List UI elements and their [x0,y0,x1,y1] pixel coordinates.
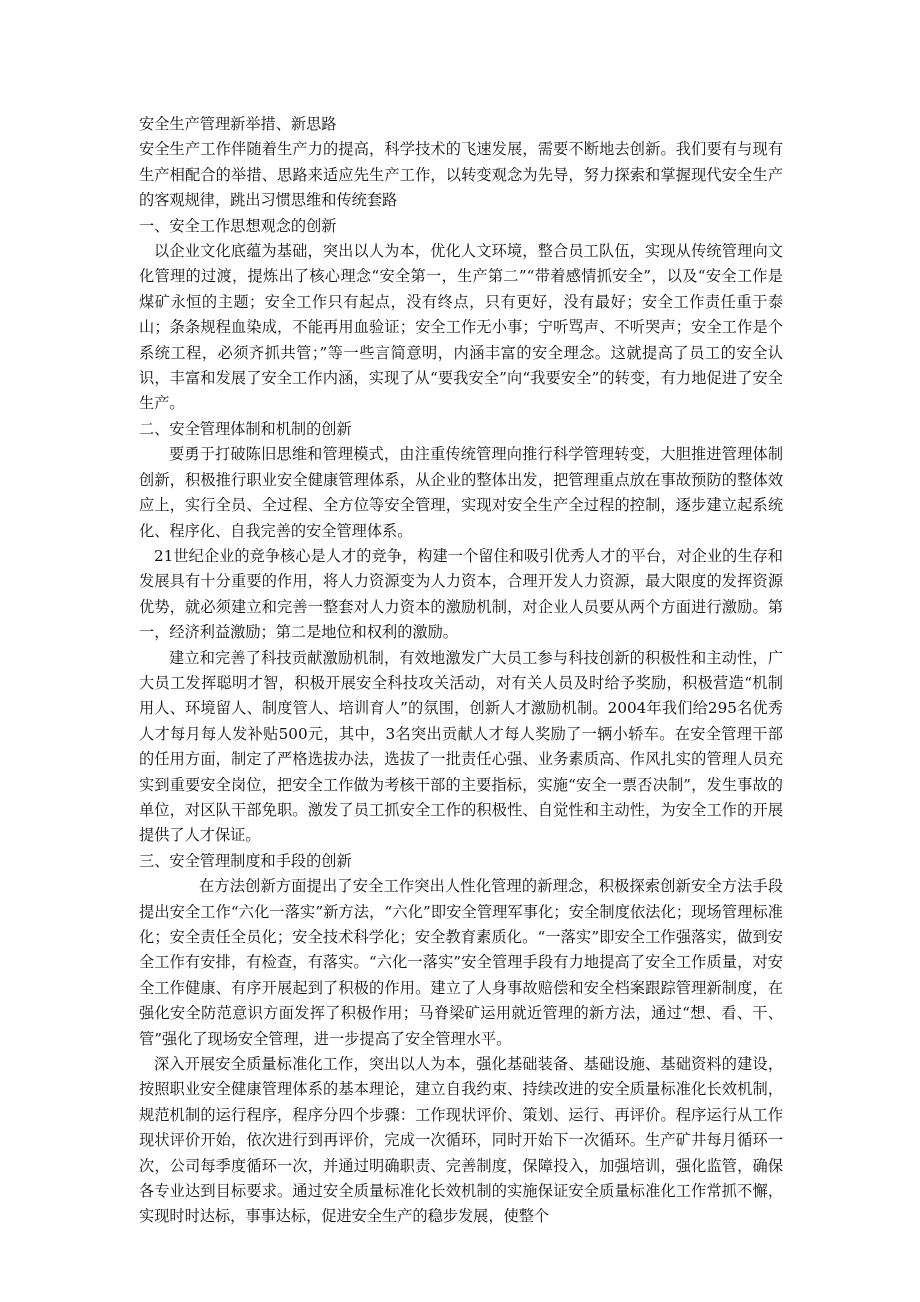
document-title: 安全生产管理新举措、新思路 [139,115,337,133]
intro-paragraph: 安全生产工作伴随着生产力的提高，科学技术的飞速发展，需要不断地去创新。我们要有与现有生产相配合的举措、思路来适应先生产工作，以转变观念为先导，努力探索和掌握现代安全生产的客观规律，跳出习惯思维和传统套路 [139,140,783,210]
section-1-heading: 一、安全工作思想观念的创新 [139,216,337,235]
document-body [139,112,783,1230]
section-2-heading: 二、安全管理体制和机制的创新 [139,419,352,438]
section-1-paragraph-1: 以企业文化底蕴为基础，突出以人为本，优化人文环境，整合员工队伍，实现从传统管理向文化管理的过渡，提炼出了核心理念“安全第一，生产第二”“带着感情抓安全”，以及“安全工作是煤矿永恒的主题；安全工作只有起点，没有终点，只有更好，没有最好；安全工作责任重于泰山；条条规程血染成，不能再用血验证；安全工作无小事；宁听骂声、不听哭声；安全工作是个系统工程，必须齐抓共管；”等一些言简意明，内涵丰富的安全理念。这就提高了员工的安全认识，丰富和发展了安全工作内涵，实现了从“要我安全”向“我要安全”的转变，有力地促进了安全生产。 [139,242,783,413]
section-2-paragraph-3: 建立和完善了科技贡献激励机制，有效地激发广大员工参与科技创新的积极性和主动性，广大员工发挥聪明才智，积极开展安全科技攻关活动，对有关人员及时给予奖励，积极营造“机制用人、环境留人、制度管人、培训育人”的氛围，创新人才激励机制。2004年我们给295名优秀人才每月每人发补贴500元，其中，3名突出贡献人才每人奖励了一辆小轿车。在安全管理干部的任用方面，制定了严格选拔办法，选拔了一批责任心强、业务素质高、作风扎实的管理人员充实到重要安全岗位，把安全工作做为考核干部的主要指标，实施“安全一票否决制”，发生事故的单位，对区队干部免职。激发了员工抓安全工作的积极性、自觉性和主动性，为安全工作的开展提供了人才保证。 [139,648,783,845]
section-2-paragraph-1: 要勇于打破陈旧思维和管理模式，由注重传统管理向推行科学管理转变，大胆推进管理体制创新，积极推行职业安全健康管理体系，从企业的整体出发，把管理重点放在事故预防的整体效应上，实行全员、全过程、全方位等安全管理，实现对安全生产全过程的控制，逐步建立起系统化、程序化、自我完善的安全管理体系。 [139,445,783,540]
section-3-paragraph-2: 深入开展安全质量标准化工作，突出以人为本，强化基础装备、基础设施、基础资料的建设，按照职业安全健康管理体系的基本理论，建立自我约束、持续改进的安全质量标准化长效机制，规范机制的运行程序，程序分四个步骤：工作现状评价、策划、运行、再评价。程序运行从工作现状评价开始，依次进行到再评价，完成一次循环，同时开始下一次循环。生产矿井每月循环一次，公司每季度循环一次，并通过明确职责、完善制度，保障投入，加强培训，强化监管，确保各专业达到目标要求。通过安全质量标准化长效机制的实施保证安全质量标准化工作常抓不懈，实现时时达标，事事达标，促进安全生产的稳步发展，使整个 [139,1055,783,1226]
section-3-paragraph-1: 在方法创新方面提出了安全工作突出人性化管理的新理念，积极探索创新安全方法手段提出安全工作“六化一落实”新方法，“六化”即安全管理军事化；安全制度依法化；现场管理标准化；安全责任全员化；安全技术科学化；安全教育素质化。“一落实”即安全工作强落实，做到安全工作有安排，有检查，有落实。“六化一落实”安全管理手段有力地提高了安全工作质量，对安全工作健康、有序开展起到了积极的作用。建立了人身事故赔偿和安全档案跟踪管理新制度，在强化安全防范意识方面发挥了积极作用；马脊梁矿运用就近管理的新方法，通过“想、看、干、管”强化了现场安全管理，进一步提高了安全管理水平。 [139,877,783,1048]
section-2-paragraph-2: 21世纪企业的竞争核心是人才的竞争，构建一个留住和吸引优秀人才的平台，对企业的生存和发展具有十分重要的作用，将人力资源变为人力资本，合理开发人力资源，最大限度的发挥资源优势，就必须建立和完善一整套对人力资本的激励机制，对企业人员要从两个方面进行激励。第一，经济利益激励；第二是地位和权利的激励。 [139,546,783,642]
section-3-heading: 三、安全管理制度和手段的创新 [139,851,352,870]
